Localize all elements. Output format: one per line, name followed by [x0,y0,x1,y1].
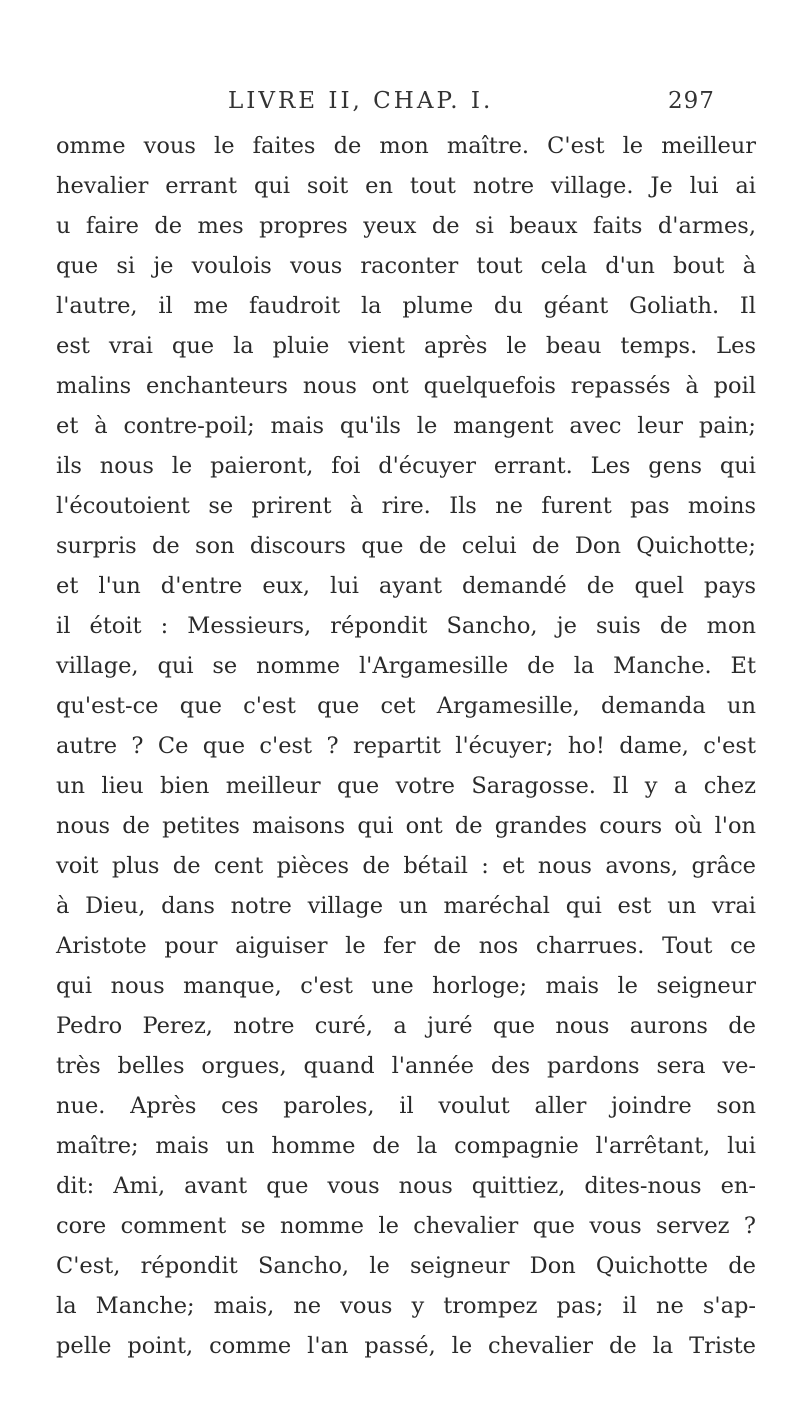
text-line: ils nous le paieront, foi d'écuyer errant. Les gens qui [56,453,756,479]
text-line: et l'un d'entre eux, lui ayant demandé de quel pays [56,573,756,599]
text-line: l'écoutoient se prirent à rire. Ils ne furent pas moins [56,493,756,519]
running-title: LIVRE II, CHAP. I. [228,88,494,114]
text-line: qu'est-ce que c'est que cet Argamesille, demanda un [56,693,756,719]
text-line: malins enchanteurs nous ont quelquefois repassés à poil [56,373,756,399]
text-line: à Dieu, dans notre village un maréchal qui est un vrai [56,893,756,919]
text-line: C'est, répondit Sancho, le seigneur Don Quichotte de [56,1253,756,1279]
text-line: nue. Après ces paroles, il voulut aller joindre son [56,1093,756,1119]
text-line: Pedro Perez, notre curé, a juré que nous aurons de [56,1013,756,1039]
text-line: et à contre-poil; mais qu'ils le mangent avec leur pain; [56,413,756,439]
text-line: il étoit : Messieurs, répondit Sancho, je suis de mon [56,613,756,639]
text-line: voit plus de cent pièces de bétail : et nous avons, grâce [56,853,756,879]
text-line: core comment se nomme le chevalier que vous servez ? [56,1213,756,1239]
text-line: surpris de son discours que de celui de Don Quichotte; [56,533,756,559]
text-line: maître; mais un homme de la compagnie l'arrêtant, lui [56,1133,756,1159]
text-line: que si je voulois vous raconter tout cela d'un bout à [56,253,756,279]
text-line: l'autre, il me faudroit la plume du géant Goliath. Il [56,293,756,319]
text-line: autre ? Ce que c'est ? repartit l'écuyer; ho! dame, c'est [56,733,756,759]
page-number: 297 [668,88,715,114]
text-line: la Manche; mais, ne vous y trompez pas; il ne s'ap- [56,1293,756,1319]
text-line: u faire de mes propres yeux de si beaux faits d'armes, [56,213,756,239]
text-line: village, qui se nomme l'Argamesille de la Manche. Et [56,653,756,679]
text-line: qui nous manque, c'est une horloge; mais le seigneur [56,973,756,999]
text-line: hevalier errant qui soit en tout notre village. Je lui ai [56,173,756,199]
text-line: un lieu bien meilleur que votre Saragosse. Il y a chez [56,773,756,799]
text-line: dit: Ami, avant que vous nous quittiez, dites-nous en- [56,1173,756,1199]
text-line: nous de petites maisons qui ont de grandes cours où l'on [56,813,756,839]
text-line: Aristote pour aiguiser le fer de nos charrues. Tout ce [56,933,756,959]
running-head [0,88,800,118]
body-text [56,126,756,1366]
text-line: omme vous le faites de mon maître. C'est le meilleur [56,133,756,159]
text-line: pelle point, comme l'an passé, le chevalier de la Triste [56,1333,756,1359]
text-line: est vrai que la pluie vient après le beau temps. Les [56,333,756,359]
text-line: très belles orgues, quand l'année des pardons sera ve- [56,1053,756,1079]
